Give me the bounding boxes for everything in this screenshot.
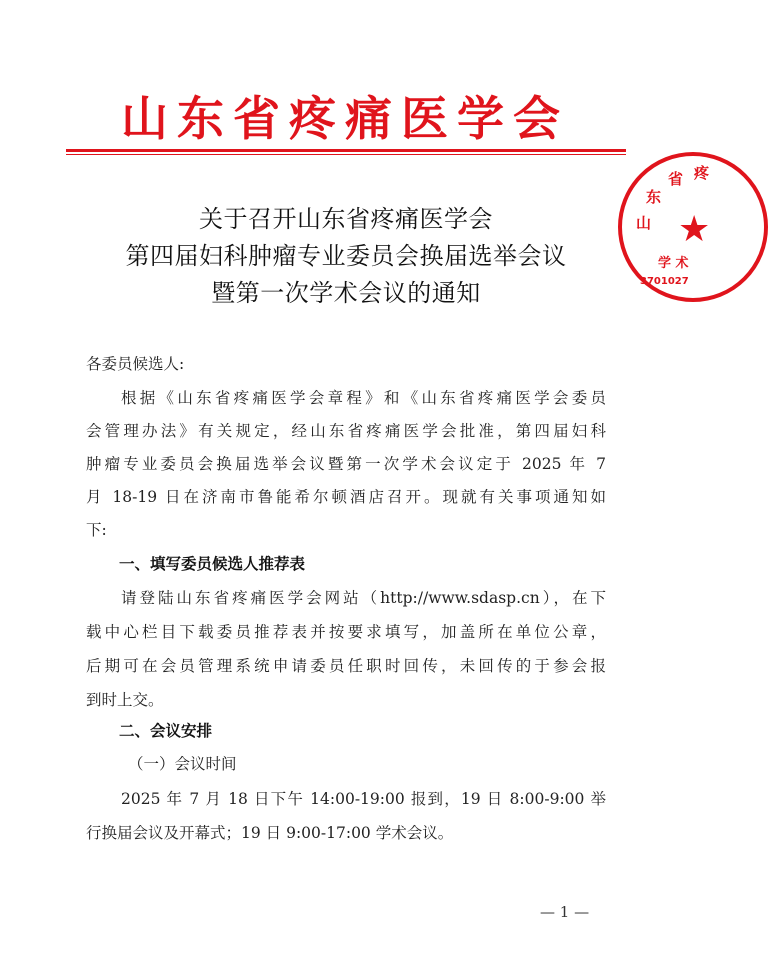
salutation: 各委员候选人:: [86, 355, 185, 373]
masthead-red-rule: [66, 149, 626, 152]
section1-line-2: 载中心栏目下载委员推荐表并按要求填写，加盖所在单位公章，: [86, 623, 606, 641]
section2-line-2: 行换届会议及开幕式；19 日 9:00-17:00 学术会议。: [86, 824, 454, 842]
seal-char-2: 东: [646, 188, 662, 206]
section1-heading: 一、填写委员候选人推荐表: [119, 555, 306, 573]
page-number: — 1 —: [540, 903, 590, 921]
paragraph1-line-3: 肿瘤专业委员会换届选举会议暨第一次学术会议定于 2025 年 7: [86, 455, 606, 473]
seal-sub-text: 学 术: [658, 256, 689, 271]
seal-star-icon: ★: [678, 209, 711, 250]
section2-heading: 二、会议安排: [119, 722, 213, 740]
seal-char-1: 山: [636, 214, 652, 232]
section1-line-3: 后期可在会员管理系统申请委员任职时回传，未回传的于参会报: [86, 657, 606, 675]
masthead-red-rule-thin: [66, 154, 626, 155]
seal-char-4: 疼: [694, 164, 710, 182]
paragraph1-line-2: 会管理办法》有关规定，经山东省疼痛医学会批准，第四届妇科: [86, 422, 606, 440]
section1-line-1: 请登陆山东省疼痛医学会网站（http://www.sdasp.cn），在下: [121, 589, 606, 607]
paragraph1-line-4: 月 18-19 日在济南市鲁能希尔顿酒店召开。现就有关事项通知如: [86, 488, 606, 506]
seal-code: 3701027: [640, 276, 689, 287]
notice-title-line-1: 关于召开山东省疼痛医学会: [199, 205, 493, 233]
paragraph1-line-5: 下:: [86, 521, 107, 539]
section2-sub1-heading: （一）会议时间: [128, 755, 237, 773]
notice-title-line-2: 第四届妇科肿瘤专业委员会换届选举会议: [125, 242, 567, 270]
notice-title-line-3: 暨第一次学术会议的通知: [211, 279, 481, 307]
paragraph1-line-1: 根据《山东省疼痛医学会章程》和《山东省疼痛医学会委员: [121, 389, 606, 407]
section1-line-4: 到时上交。: [86, 691, 164, 709]
masthead-title: 山东省疼痛医学会: [121, 92, 569, 147]
section2-line-1: 2025 年 7 月 18 日下午 14:00-19:00 报到，19 日 8:00-9:00 举: [121, 790, 606, 808]
seal-char-3: 省: [668, 170, 684, 188]
